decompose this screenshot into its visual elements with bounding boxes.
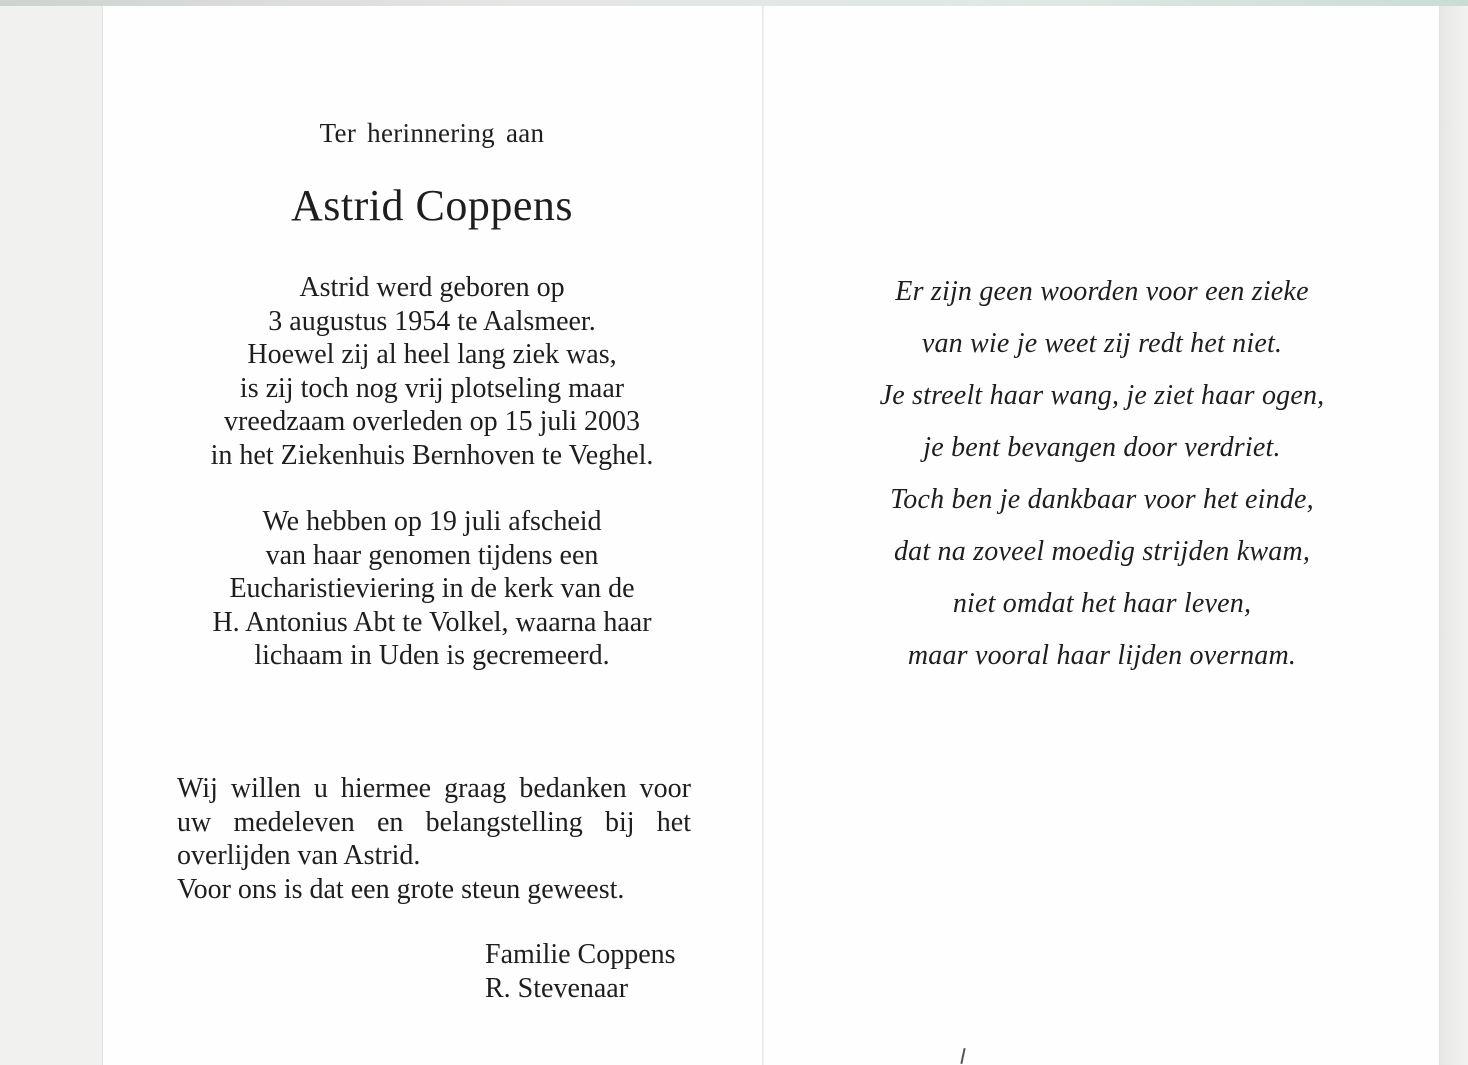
- poem-line: Je streelt haar wang, je ziet haar ogen,: [879, 380, 1325, 411]
- poem-line: maar vooral haar lijden overnam.: [907, 640, 1297, 671]
- signature-block: [485, 938, 676, 1005]
- poem-line: Toch ben je dankbaar voor het einde,: [890, 484, 1314, 515]
- text-line: vreedzaam overleden op 15 juli 2003: [224, 406, 640, 437]
- text-line: We hebben op 19 juli afscheid: [262, 506, 602, 537]
- farewell-paragraph: [102, 505, 762, 673]
- word: voor: [639, 773, 691, 804]
- poem-line: Er zijn geen woorden voor een zieke: [895, 276, 1309, 307]
- text-line: 3 augustus 1954 te Aalsmeer.: [268, 305, 596, 337]
- birth-paragraph: [102, 271, 762, 472]
- word: bedanken: [519, 773, 627, 804]
- poem-line: je bent bevangen door verdriet.: [923, 432, 1281, 463]
- word: uw: [177, 806, 212, 838]
- text-line: Hoewel zij al heel lang ziek was,: [247, 339, 617, 370]
- signature-line: R. Stevenaar: [485, 972, 629, 1004]
- text-line-justified: [177, 806, 691, 840]
- text-line: Voor ons is dat een grote steun geweest.: [177, 873, 625, 905]
- poem-line: van wie je weet zij redt het niet.: [921, 328, 1283, 359]
- text-line: Eucharistieviering in de kerk van de: [229, 573, 635, 604]
- word: willen: [230, 773, 301, 804]
- word: bij: [604, 806, 635, 838]
- word: en: [376, 806, 404, 838]
- text-line: H. Antonius Abt te Volkel, waarna haar: [212, 606, 652, 638]
- card-heading: Ter herinnering aan: [319, 118, 545, 148]
- text-line: in het Ziekenhuis Bernhoven te Veghel.: [210, 439, 654, 471]
- word: u: [313, 773, 328, 804]
- word: medeleven: [233, 806, 355, 838]
- word: Wij: [177, 773, 218, 804]
- scan-right-margin: [1440, 6, 1468, 1065]
- text-line: lichaam in Uden is gecremeerd.: [254, 640, 610, 671]
- word: belangstelling: [425, 806, 583, 838]
- poem: [764, 266, 1440, 682]
- word: graag: [444, 773, 507, 804]
- text-line: is zij toch nog vrij plotseling maar: [239, 372, 625, 404]
- word: hiermee: [340, 773, 432, 804]
- signature-line: Familie Coppens: [485, 939, 676, 970]
- text-line: Astrid werd geboren op: [299, 272, 565, 303]
- thanks-paragraph: [177, 772, 691, 906]
- text-line: van haar genomen tijdens een: [265, 539, 599, 571]
- text-line-justified: [177, 772, 691, 806]
- poem-line: dat na zoveel moedig strijden kwam,: [893, 536, 1311, 567]
- word: het: [656, 806, 691, 838]
- poem-line: niet omdat het haar leven,: [952, 588, 1252, 619]
- text-line: overlijden van Astrid.: [177, 840, 421, 871]
- deceased-name: Astrid Coppens: [291, 181, 573, 230]
